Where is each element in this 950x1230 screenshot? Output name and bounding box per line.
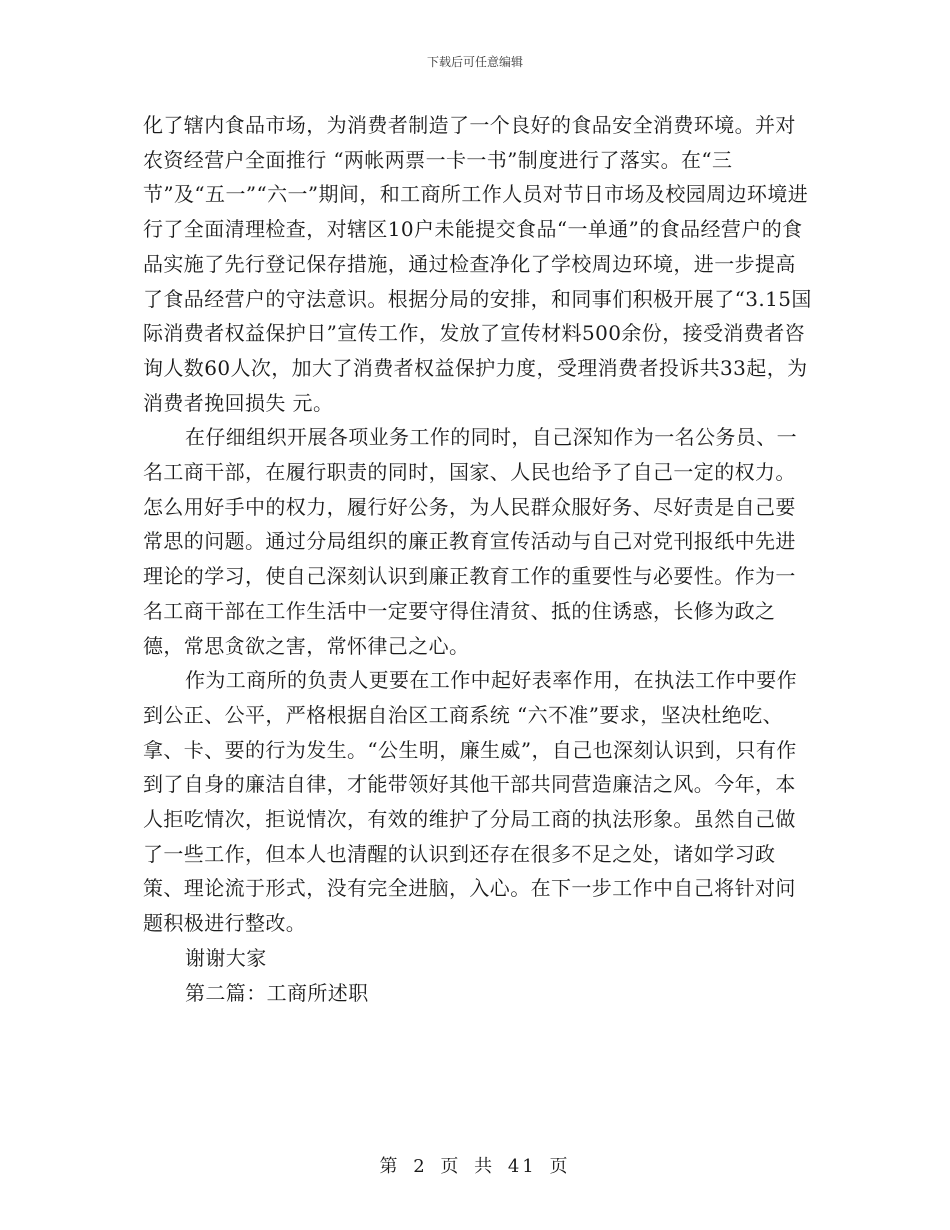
paragraph-integrity-education: 在仔细组织开展各项业务工作的同时，自己深知作为一名公务员、一名工商干部，在履行职责的同时，国家、人民也给予了自己一定的权力。怎么用好手中的权力，履行好公务，为人民群众服好务、尽好责是自己要常思的问题。通过分局组织的廉正教育宣传活动与自己对党刊报纸中先进理论的学习，使自己深刻认识到廉正教育工作的重要性与必要性。作为一名工商干部在工作生活中一定要守得住清贫、抵的住诱惑，长修为政之德，常思贪欲之害，常怀律己之心。 [143, 425, 797, 658]
closing-thanks: 谢谢大家 [185, 945, 267, 970]
page-footer: 第 2 页 共 41 页 [379, 1156, 571, 1177]
paragraph-food-market: 化了辖内食品市场，为消费者制造了一个良好的食品安全消费环境。并对农资经营户全面推行 “两帐两票一卡一书”制度进行了落实。在“三节”及“五一”“六一”期间，和工商所工作人员对节日市场及校园周边环境进行了全面清理检查，对辖区10户未能提交食品“一单通”的食品经营户的食品实施了先行登记保存措施，通过检查净化了学校周边环境，进一步提高了食品经营户的守法意识。根据分局的安排，和同事们积极开展了“3.15国际消费者权益保护日”宣传工作，发放了宣传材料500余份，接受消费者咨询人数60人次，加大了消费者权益保护力度，受理消费者投诉共33起，为消费者挽回损失 元。 [143, 113, 812, 415]
page-header: 下载后可任意编辑 [426, 55, 523, 69]
paragraph-leadership-example: 作为工商所的负责人更要在工作中起好表率作用，在执法工作中要作到公正、公平，严格根据自治区工商系统 “六不准”要求，坚决杜绝吃、拿、卡、要的行为发生。“公生明，廉生威”，自己也深刻认识到，只有作到了自身的廉洁自律，才能带领好其他干部共同营造廉洁之风。今年，本人拒吃情次，拒说情次，有效的维护了分局工商的执法形象。虽然自己做了一些工作，但本人也清醒的认识到还存在很多不足之处，诸如学习政策、理论流于形式，没有完全进脑，入心。在下一步工作中自己将针对问题积极进行整改。 [143, 668, 797, 936]
document-body [143, 108, 813, 1010]
section-heading: 第二篇：工商所述职 [185, 980, 369, 1005]
